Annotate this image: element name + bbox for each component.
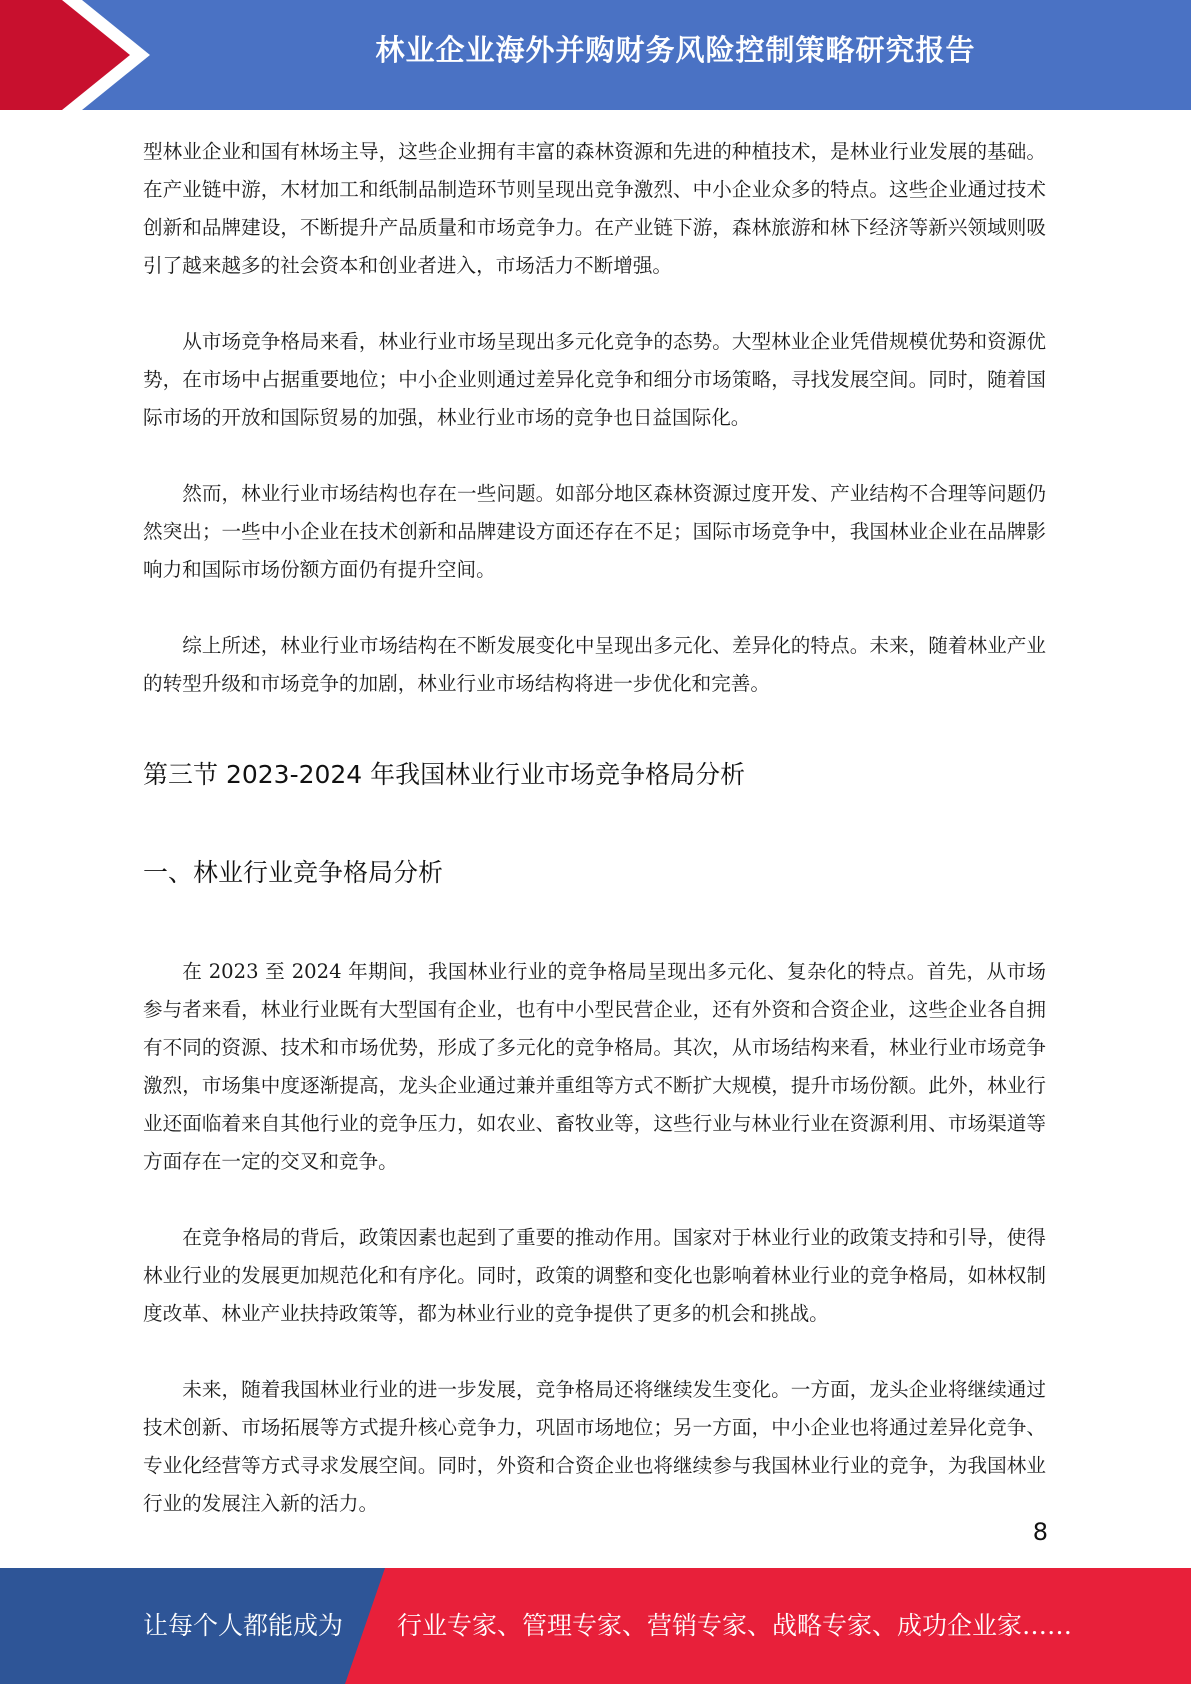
paragraph: 从市场竞争格局来看，林业行业市场呈现出多元化竞争的态势。大型林业企业凭借规模优势和资源优势，在市场中占据重要地位；中小企业则通过差异化竞争和细分市场策略，寻找发展空间。同时，随着国际市场的开放和国际贸易的加强，林业行业市场的竞争也日益国际化。 <box>143 330 1046 429</box>
report-title: 林业企业海外并购财务风险控制策略研究报告 <box>375 33 976 67</box>
paragraph: 型林业企业和国有林场主导，这些企业拥有丰富的森林资源和先进的种植技术，是林业行业发展的基础。在产业链中游，木材加工和纸制品制造环节则呈现出竞争激烈、中小企业众多的特点。这些企业通过技术创新和品牌建设，不断提升产品质量和市场竞争力。在产业链下游，森林旅游和林下经济等新兴领域则吸引了越来越多的社会资本和创业者进入，市场活力不断增强。 <box>143 140 1046 277</box>
chevron-arrow-icon <box>0 0 160 110</box>
subsection-heading: 一、林业行业竞争格局分析 <box>143 858 444 887</box>
footer-slogan-left: 让每个人都能成为 <box>143 1611 344 1640</box>
footer-slogan-right: 行业专家、管理专家、营销专家、战略专家、成功企业家…… <box>397 1611 1073 1640</box>
footer-banner <box>0 1568 1191 1684</box>
paragraph: 在竞争格局的背后，政策因素也起到了重要的推动作用。国家对于林业行业的政策支持和引导，使得林业行业的发展更加规范化和有序化。同时，政策的调整和变化也影响着林业行业的竞争格局，如林权制度改革、林业产业扶持政策等，都为林业行业的竞争提供了更多的机会和挑战。 <box>143 1226 1046 1325</box>
paragraph: 未来，随着我国林业行业的进一步发展，竞争格局还将继续发生变化。一方面，龙头企业将继续通过技术创新、市场拓展等方式提升核心竞争力，巩固市场地位；另一方面，中小企业也将通过差异化竞争、专业化经营等方式寻求发展空间。同时，外资和合资企业也将继续参与我国林业行业的竞争，为我国林业行业的发展注入新的活力。 <box>143 1378 1046 1515</box>
paragraph: 在 2023 至 2024 年期间，我国林业行业的竞争格局呈现出多元化、复杂化的特点。首先，从市场参与者来看，林业行业既有大型国有企业，也有中小型民营企业，还有外资和合资企业，这些企业各自拥有不同的资源、技术和市场优势，形成了多元化的竞争格局。其次，从市场结构来看，林业行业市场竞争激烈，市场集中度逐渐提高，龙头企业通过兼并重组等方式不断扩大规模，提升市场份额。此外，林业行业还面临着来自其他行业的竞争压力，如农业、畜牧业等，这些行业与林业行业在资源利用、市场渠道等方面存在一定的交叉和竞争。 <box>143 960 1046 1173</box>
main-content <box>143 133 1046 1523</box>
paragraph: 综上所述，林业行业市场结构在不断发展变化中呈现出多元化、差异化的特点。未来，随着林业产业的转型升级和市场竞争的加剧，林业行业市场结构将进一步优化和完善。 <box>143 634 1046 695</box>
section-heading: 第三节 2023-2024 年我国林业行业市场竞争格局分析 <box>143 760 746 789</box>
page-number: 8 <box>1032 1518 1048 1546</box>
paragraph: 然而，林业行业市场结构也存在一些问题。如部分地区森林资源过度开发、产业结构不合理等问题仍然突出；一些中小企业在技术创新和品牌建设方面还存在不足；国际市场竞争中，我国林业企业在品牌影响力和国际市场份额方面仍有提升空间。 <box>143 482 1046 581</box>
header-banner <box>0 0 1191 110</box>
